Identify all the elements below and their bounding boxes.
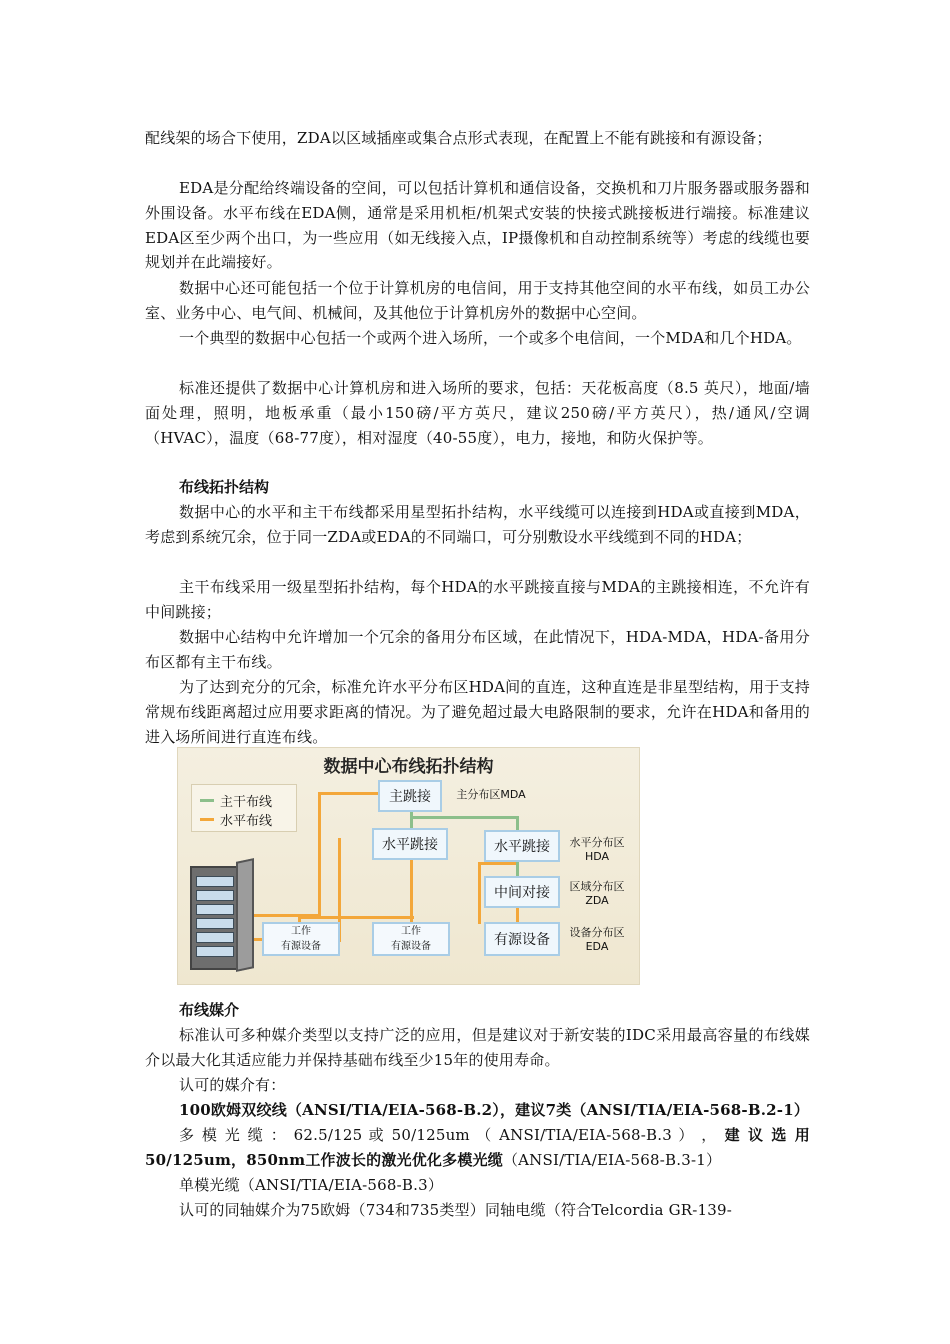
zda-label-2: ZDA [585, 894, 609, 907]
line-v-8 [516, 860, 519, 876]
paragraph-star-topology: 数据中心的水平和主干布线都采用星型拓扑结构，水平线缆可以连接到HDA或直接到MDA，考虑到系统冗余，位于同一ZDA或EDA的不同端口，可分别敷设水平线缆到不同的HDA； [145, 503, 810, 546]
paragraph-redundant-area: 数据中心结构中允许增加一个冗余的备用分布区域，在此情况下，HDA-MDA，HDA-备用分布区都有主干布线。 [145, 628, 810, 671]
multimode-recommend: 建 议 选 用 [717, 1126, 810, 1144]
paragraph-coax: 认可的同轴媒介为75欧姆（734和735类型）同轴电缆（符合Telcordia GR-139- [179, 1201, 733, 1219]
zda-label-1: 区域分布区 [569, 880, 625, 893]
line-v-3 [410, 812, 413, 828]
legend-horizontal [200, 810, 272, 829]
rack-slot [196, 918, 234, 929]
hda-label-1: 水平分布区 [569, 836, 625, 849]
eda-label-1: 设备分布区 [569, 926, 625, 939]
zone-a-top-label: 工作 [291, 926, 311, 937]
backbone-swatch [200, 799, 214, 802]
paragraph-requirements: 标准还提供了数据中心计算机房和进入场所的要求，包括：天花板高度（8.5 英尺），地面/墙面处理，照明，地板承重（最小150磅/平方英尺，建议250磅/平方英尺），热/通风/空调（HVAC），温度（68-77度），相对湿度（40-55度），电力，接地，和防火保护等。 [145, 379, 810, 447]
paragraph-backbone: 主干布线采用一级星型拓扑结构，每个HDA的水平跳接直接与MDA的主跳接相连，不允许有中间跳接； [145, 578, 810, 621]
paragraph-typical-dc: 一个典型的数据中心包括一个或两个进入场所，一个或多个电信间，一个MDA和几个HDA。 [179, 329, 802, 347]
line-v-1 [318, 792, 321, 916]
rack-door [236, 858, 254, 972]
zone-device-a-box [262, 922, 340, 956]
multimode-laser-optimized: 50/125um，850nm工作波长的激光优化多模光缆 [145, 1150, 503, 1169]
middle-cross-box: 中间对接 [484, 876, 560, 908]
line-h-5 [298, 916, 414, 919]
paragraph-singlemode: 单模光缆（ANSI/TIA/EIA-568-B.3） [179, 1176, 444, 1194]
horizontal-cross-left-box: 水平跳接 [372, 828, 448, 860]
zone-b-top-label: 工作 [401, 926, 421, 937]
multimode-standard: （ANSI/TIA/EIA-568-B.3-1） [502, 1150, 722, 1169]
paragraph-media-list-intro: 认可的媒介有： [179, 1076, 286, 1094]
rack-slot [196, 876, 234, 887]
paragraph-media-intro: 标准认可多种媒介类型以支持广泛的应用，但是建议对于新安装的IDC采用最高容量的布线媒介以最大化其适应能力并保持基础布线至少15年的使用寿命。 [145, 1026, 810, 1069]
line-v-7 [478, 862, 481, 924]
hda-label-2: HDA [584, 850, 610, 863]
rack-slot [196, 932, 234, 943]
line-h-1 [318, 792, 380, 795]
heading-media: 布线媒介 [179, 1001, 240, 1019]
paragraph-eda: EDA是分配给终端设备的空间，可以包括计算机和通信设备，交换机和刀片服务器或服务器和外围设备。水平布线在EDA侧，通常是采用机柜/机架式安装的快接式跳接板进行端接。标准建议EDA区至少两个出口，为一些应用（如无线接入点，IP摄像机和自动控制系统等）考虑的线缆也要规划并在此端接好。 [145, 179, 810, 272]
heading-topology: 布线拓扑结构 [179, 478, 270, 496]
line-v-5 [410, 858, 413, 924]
line-h-6 [478, 862, 516, 865]
mda-label: 主分布区MDA [456, 788, 526, 801]
server-rack-icon [190, 866, 238, 970]
legend-backbone-label: 主干布线 [220, 795, 273, 810]
horizontal-cross-right-box: 水平跳接 [484, 830, 560, 862]
paragraph-twisted-pair: 100欧姆双绞线（ANSI/TIA/EIA-568-B.2），建议7类（ANSI/TIA/EIA-568-B.2-1） [179, 1101, 810, 1119]
legend-backbone [200, 791, 272, 810]
rack-slot [196, 946, 234, 957]
rack-slot [196, 890, 234, 901]
rack-slot [196, 904, 234, 915]
paragraph-direct-link: 为了达到充分的冗余，标准允许水平分布区HDA间的直连，这种直连是非星型结构，用于支持常规布线距离超过应用要求距离的情况。为了避免超过最大电路限制的要求，允许在HDA和备用的进入场所间进行直连布线。 [145, 678, 810, 746]
paragraph-multimode [145, 1123, 810, 1173]
horizontal-swatch [200, 818, 214, 821]
line-v-4 [516, 816, 519, 830]
zone-b-bottom-label: 有源设备 [391, 941, 431, 952]
multimode-text: 多 模 光 缆 ： 62.5/125 或 50/125um （ ANSI/TIA/EIA-568-B.3 ） ， [179, 1126, 718, 1144]
zone-device-b-box [372, 922, 450, 956]
main-cross-box: 主跳接 [378, 780, 442, 812]
paragraph-telecom-room: 数据中心还可能包括一个位于计算机房的电信间，用于支持其他空间的水平布线，如员工办公室、业务中心、电气间、机械间，及其他位于计算机房外的数据中心空间。 [145, 279, 810, 322]
topology-figure [177, 747, 640, 985]
zone-a-bottom-label: 有源设备 [281, 941, 321, 952]
eda-label-2: EDA [585, 940, 609, 953]
figure-legend [191, 784, 297, 832]
line-h-4 [410, 816, 518, 819]
paragraph-zda: 配线架的场合下使用，ZDA以区域插座或集合点形式表现，在配置上不能有跳接和有源设备； [145, 129, 772, 147]
active-device-box: 有源设备 [484, 922, 560, 956]
legend-horizontal-label: 水平布线 [220, 814, 273, 829]
figure-title: 数据中心布线拓扑结构 [323, 757, 494, 777]
